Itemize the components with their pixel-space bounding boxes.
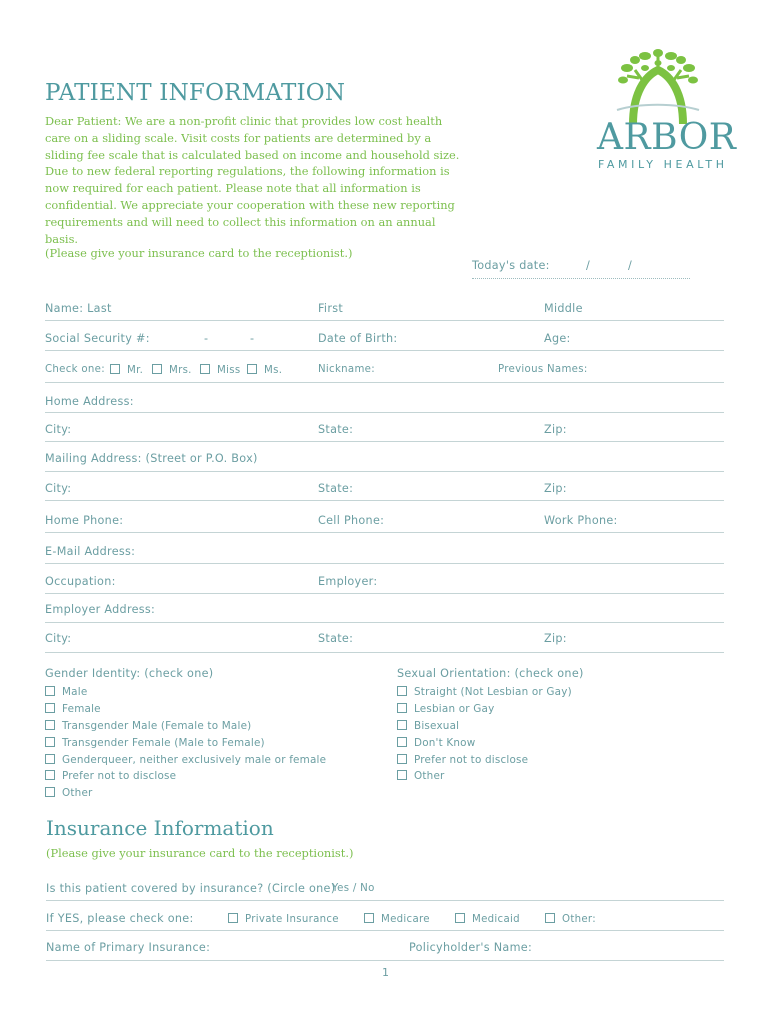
- insurance-type-option[interactable]: Medicaid: [455, 913, 520, 925]
- logo-name: ARBOR: [597, 117, 737, 158]
- home-phone-label: Home Phone:: [45, 514, 124, 527]
- checkbox-icon[interactable]: [110, 364, 120, 374]
- primary-insurance-label: Name of Primary Insurance:: [46, 941, 211, 954]
- checkbox-icon[interactable]: [45, 720, 55, 730]
- checkbox-icon[interactable]: [397, 686, 407, 696]
- checkbox-icon[interactable]: [45, 686, 55, 696]
- name-last-label: Name: Last: [45, 302, 112, 315]
- page-title: PATIENT INFORMATION: [45, 80, 346, 106]
- email-line[interactable]: [45, 563, 724, 564]
- intro-paragraph: Dear Patient: We are a non-profit clinic that provides low cost health care on a sliding scale. Visit costs for patients are determined by a sliding fee scale that is calculated based on income and household size. Due to new federal reporting regulations, the following information is now required for each patient. Please note that all information is confidential. We appreciate your cooperation with these new reporting requirements and will need to collect this information on an annual basis.: [45, 114, 460, 246]
- date-slash: /: [586, 259, 591, 272]
- gender-heading: Gender Identity: (check one): [45, 667, 214, 680]
- insurance-card-note: (Please give your insurance card to the receptionist.): [45, 246, 353, 260]
- ssn-label: Social Security #:: [45, 332, 150, 345]
- gender-option[interactable]: Prefer not to disclose: [45, 770, 176, 782]
- orientation-option[interactable]: Bisexual: [397, 720, 459, 732]
- insurance-type-option[interactable]: Medicare: [364, 913, 430, 925]
- insurance-type-option[interactable]: Other:: [545, 913, 596, 925]
- state-label: State:: [318, 482, 354, 495]
- title-option[interactable]: Ms.: [247, 364, 282, 376]
- checkbox-icon[interactable]: [45, 754, 55, 764]
- insurance-heading: Insurance Information: [46, 816, 274, 840]
- city-line[interactable]: [45, 441, 724, 442]
- checkbox-icon[interactable]: [45, 737, 55, 747]
- home-address-line[interactable]: [45, 412, 724, 413]
- cell-phone-label: Cell Phone:: [318, 514, 385, 527]
- checkbox-icon[interactable]: [45, 770, 55, 780]
- checkbox-icon[interactable]: [397, 737, 407, 747]
- checkbox-icon[interactable]: [397, 720, 407, 730]
- gender-option[interactable]: Other: [45, 787, 93, 799]
- gender-option[interactable]: Genderqueer, neither exclusively male or female: [45, 754, 326, 766]
- checkbox-icon[interactable]: [364, 913, 374, 923]
- checkbox-icon[interactable]: [228, 913, 238, 923]
- checkbox-icon[interactable]: [45, 703, 55, 713]
- city-line[interactable]: [45, 500, 724, 501]
- date-slash: /: [628, 259, 633, 272]
- page-number: 1: [382, 966, 389, 979]
- employer-address-line[interactable]: [45, 622, 724, 623]
- gender-option[interactable]: Male: [45, 686, 87, 698]
- todays-date-label: Today's date:: [472, 259, 550, 272]
- checkbox-icon[interactable]: [397, 703, 407, 713]
- policyholder-label: Policyholder's Name:: [409, 941, 533, 954]
- checkbox-icon[interactable]: [455, 913, 465, 923]
- city-label: City:: [45, 632, 72, 645]
- previous-names-label: Previous Names:: [498, 364, 588, 375]
- ssn-field-line[interactable]: [45, 350, 724, 351]
- insurance-card-note: (Please give your insurance card to the receptionist.): [46, 846, 354, 860]
- title-option[interactable]: Mr.: [110, 364, 143, 376]
- zip-label: Zip:: [544, 423, 567, 436]
- checkbox-icon[interactable]: [152, 364, 162, 374]
- insurance-type-option[interactable]: Private Insurance: [228, 913, 339, 925]
- insurance-covered-question: Is this patient covered by insurance? (Circle one): [46, 882, 336, 895]
- state-label: State:: [318, 423, 354, 436]
- phone-line[interactable]: [45, 532, 724, 533]
- logo-subtitle: FAMILY HEALTH: [598, 158, 728, 171]
- occupation-label: Occupation:: [45, 575, 116, 588]
- orientation-option[interactable]: Prefer not to disclose: [397, 754, 528, 766]
- title-option[interactable]: Mrs.: [152, 364, 192, 376]
- insurance-type-line: [46, 930, 724, 931]
- nickname-label: Nickname:: [318, 364, 375, 375]
- checkbox-icon[interactable]: [45, 787, 55, 797]
- gender-option[interactable]: Transgender Male (Female to Male): [45, 720, 251, 732]
- checkbox-icon[interactable]: [200, 364, 210, 374]
- mailing-address-label: Mailing Address: (Street or P.O. Box): [45, 452, 258, 465]
- check-one-label: Check one:: [45, 364, 105, 375]
- tree-logo-icon: [615, 48, 701, 126]
- gender-option[interactable]: Female: [45, 703, 101, 715]
- ssn-dash: -: [204, 332, 209, 345]
- orientation-option[interactable]: Don't Know: [397, 737, 475, 749]
- checkbox-icon[interactable]: [397, 770, 407, 780]
- city-line[interactable]: [45, 652, 724, 653]
- primary-insurance-line[interactable]: [46, 960, 724, 961]
- orientation-option[interactable]: Other: [397, 770, 445, 782]
- zip-label: Zip:: [544, 632, 567, 645]
- age-label: Age:: [544, 332, 571, 345]
- city-label: City:: [45, 482, 72, 495]
- name-first-label: First: [318, 302, 344, 315]
- state-label: State:: [318, 632, 354, 645]
- ssn-dash: -: [250, 332, 255, 345]
- orientation-option[interactable]: Lesbian or Gay: [397, 703, 494, 715]
- zip-label: Zip:: [544, 482, 567, 495]
- occupation-line[interactable]: [45, 593, 724, 594]
- todays-date-field[interactable]: [472, 278, 690, 279]
- home-address-label: Home Address:: [45, 395, 134, 408]
- work-phone-label: Work Phone:: [544, 514, 618, 527]
- checkbox-icon[interactable]: [247, 364, 257, 374]
- name-middle-label: Middle: [544, 302, 583, 315]
- insurance-covered-line: [46, 900, 724, 901]
- employer-label: Employer:: [318, 575, 378, 588]
- gender-option[interactable]: Transgender Female (Male to Female): [45, 737, 265, 749]
- if-yes-label: If YES, please check one:: [46, 912, 194, 925]
- yes-no-options[interactable]: Yes / No: [332, 883, 375, 894]
- title-field-line[interactable]: [45, 382, 724, 383]
- email-label: E-Mail Address:: [45, 545, 136, 558]
- checkbox-icon[interactable]: [545, 913, 555, 923]
- dob-label: Date of Birth:: [318, 332, 398, 345]
- checkbox-icon[interactable]: [397, 754, 407, 764]
- name-field-line[interactable]: [45, 320, 724, 321]
- orientation-heading: Sexual Orientation: (check one): [397, 667, 584, 680]
- city-label: City:: [45, 423, 72, 436]
- title-option[interactable]: Miss: [200, 364, 240, 376]
- orientation-option[interactable]: Straight (Not Lesbian or Gay): [397, 686, 572, 698]
- employer-address-label: Employer Address:: [45, 603, 156, 616]
- mailing-address-line[interactable]: [45, 471, 724, 472]
